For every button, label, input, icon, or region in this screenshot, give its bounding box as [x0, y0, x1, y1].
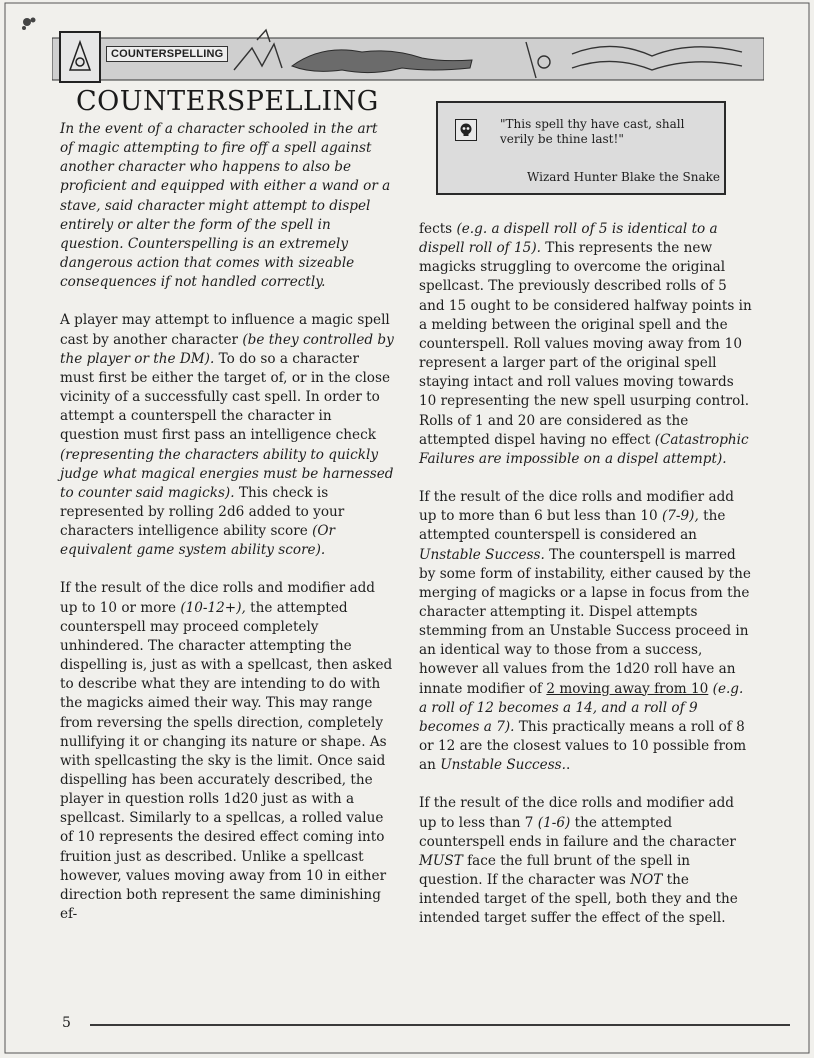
text-run: (representing the characters ability to quickly judge what magical energies must be harnessed to counter said magicks).: [60, 446, 394, 501]
right-column: [419, 220, 753, 947]
text-run: This check is represented by rolling 2d6 added to your characters intelligence ability score: [60, 484, 345, 540]
text-run: The counterspell is marred by some form of instability, either caused by the merging of magicks or a lapse in focus from the character attempting it. Dispel attempts stemming from an Unstable Success proceed in an identical way to those from a success, however all values from the 1d20 roll have an innate modifier of: [419, 546, 751, 697]
text-run: To do so a character must first be either the target of, or in the close vicinity of a successfully cast spell. In order to attempt a counterspell the character in question must first pass an intelligence check: [60, 350, 390, 444]
text-run: (be they controlled by the player or the DM).: [60, 331, 394, 367]
text-run: the attempted counterspell may proceed completely unhindered. The character attempting the dispelling is, just as with a spellcast, then asked to describe what they are intending to do with the magicks aimed their way. This may range from reversing the spells direction, completely nullifying it or changing its nature or shape. As with spellcasting the sky is the limit. Once said dispelling has been accurately described, the player in question rolls 1d20 just as with a spellcast. Similarly to a spellcas, a rolled value of 10 represents the desired effect coming into fruition just as described. Unlike a spellcast however, values moving away from 10 in either direction both represent the same diminishing ef-: [60, 599, 393, 923]
paragraph-failure: [419, 794, 753, 928]
text-run: the intended target of the spell, both they and the intended target suffer the effect of the spell.: [419, 872, 738, 927]
header-tab-label: COUNTERSPELLING: [106, 46, 228, 62]
text-run: (e.g. a dispell roll of 5 is identical to a dispell roll of 15).: [419, 221, 718, 257]
intro-text: In the event of a character schooled in the art of magic attempting to fire off a spell against another character who happens to also be proficient and equipped with either a wand or a stave, said character might attempt to dispel entirely or alter the form of the spell in question. Counterspelling is an extremely dangerous action that comes with sizeable consequences if not handled correctly.: [60, 121, 391, 291]
skull-icon: [455, 119, 477, 141]
text-run: This represents the new magicks struggling to overcome the original spellcast. The previously described rolls of 5 and 15 ought to be considered halfway points in a melding between the original spell and the counterspell. Roll values moving away from 10 represent a larger part of the original spell staying intact and roll values moving towards 10 representing the new spell usurping control. Rolls of 1 and 20 are considered as the attempted dispel having no effect: [419, 240, 752, 448]
quote-attribution: Wizard Hunter Blake the Snake: [526, 170, 720, 184]
paragraph-success: [60, 579, 394, 924]
text-run: NOT: [630, 872, 663, 888]
quote-box: [436, 101, 726, 195]
text-run: (e.g. a roll of 12 becomes a 14, and a roll of 9 becomes a 7).: [419, 680, 744, 735]
paragraph-unstable: [419, 488, 753, 775]
text-run: (7-9),: [661, 508, 699, 525]
text-run: Unstable Success.: [440, 757, 566, 774]
text-run: Unstable Success.: [419, 546, 545, 563]
footer-rule: [90, 1024, 790, 1026]
text-run: fects: [419, 221, 457, 237]
text-run: If the result of the dice rolls and modifier add up to less than 7: [419, 795, 734, 831]
text-run: If the result of the dice rolls and modifier add up to more than 6 but less than 10: [419, 489, 734, 525]
text-run: face the full brunt of the spell in question. If the character was: [419, 852, 691, 888]
left-column: [60, 120, 394, 943]
paragraph-effects: [419, 220, 753, 469]
text-run: 2 moving away from 10: [546, 680, 709, 697]
corner-ornament-icon: [22, 18, 36, 31]
text-run: (1-6): [537, 814, 571, 831]
paragraph-influence: [60, 311, 394, 560]
text-run: .: [565, 757, 571, 774]
text-run: This practically means a roll of 8 or 12 are the closest values to 10 possible from an: [419, 718, 747, 774]
text-run: the attempted counterspell is considered an: [419, 508, 726, 544]
text-run: MUST: [419, 852, 463, 869]
text-run: (10-12+),: [180, 599, 246, 616]
text-run: If the result of the dice rolls and modifier add up to 10 or more: [60, 580, 375, 616]
text-run: A player may attempt to influence a magic spell cast by another character: [60, 312, 390, 348]
text-run: (Catastrophic Failures are impossible on a dispel attempt).: [419, 431, 749, 467]
page-title: COUNTERSPELLING: [76, 86, 379, 117]
page-number: 5: [62, 1015, 71, 1031]
quote-text: "This spell thy have cast, shall verily be thine last!": [500, 117, 685, 146]
text-run: the attempted counterspell ends in failure and the character: [419, 814, 736, 850]
text-run: (Or equivalent game system ability score).: [60, 523, 336, 559]
paragraph-intro: [60, 120, 394, 292]
